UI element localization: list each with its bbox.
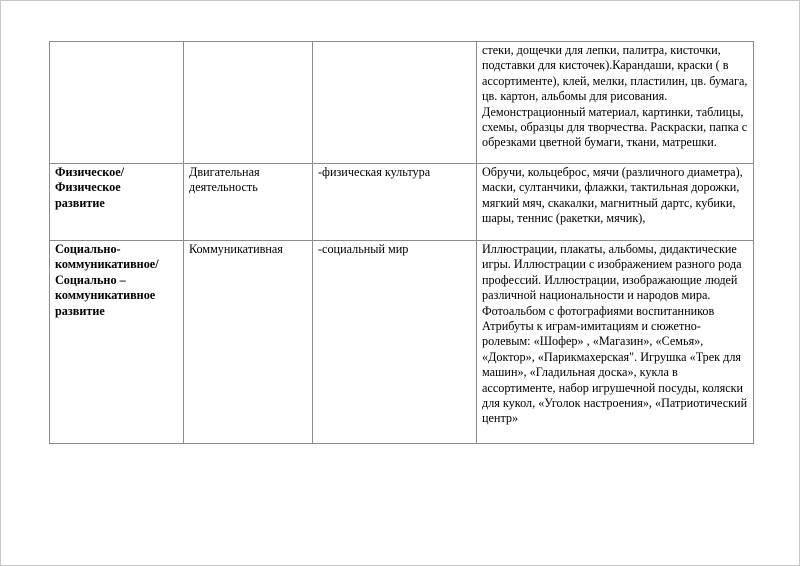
- educational-area-cell: Физическое/ Физическое развитие: [50, 164, 184, 241]
- materials-cell: Иллюстрации, плакаты, альбомы, дидактические игры. Иллюстрации с изображением разного рода профессий. Иллюстрации, изображающие людей различной национальности и народов мира. Фотоальбом с фотографиями воспитанников Атрибуты к играм-имитациям и сюжетно-ролевым: «Шофер» , «Магазин», «Семья», «Доктор», «Парикмахерская". Игрушка «Трек для машин», «Гладильная доска», кукла в ассортименте, набор игрушечной посуды, коляски для кукол, «Уголок настроения», «Патриотический центр»: [477, 241, 754, 444]
- activity-type-cell: [184, 42, 313, 164]
- table-row: [50, 164, 754, 241]
- section-cell: -социальный мир: [313, 241, 477, 444]
- educational-area-cell: Социально- коммуникативное/ Социально – коммуникативное развитие: [50, 241, 184, 444]
- materials-cell: стеки, дощечки для лепки, палитра, кисточки, подставки для кисточек).Карандаши, краски ( в ассортименте), клей, мелки, пластилин, цв. бумага, цв. картон, альбомы для рисования. Демонстрационный материал, картинки, таблицы, схемы, образцы для творчества. Раскраски, папка с обрезками цветной бумаги, ткани, матрешки.: [477, 42, 754, 164]
- materials-cell: Обручи, кольцеброс, мячи (различного диаметра), маски, султанчики, флажки, тактильная дорожки, мягкий мяч, скакалки, магнитный дартс, кубики, шары, теннис (ракетки, мячик),: [477, 164, 754, 241]
- equipment-table: [49, 41, 754, 444]
- table-row: [50, 241, 754, 444]
- activity-type-cell: Коммуникативная: [184, 241, 313, 444]
- section-cell: [313, 42, 477, 164]
- activity-type-cell: Двигательная деятельность: [184, 164, 313, 241]
- section-cell: -физическая культура: [313, 164, 477, 241]
- educational-area-cell: [50, 42, 184, 164]
- table-row: [50, 42, 754, 164]
